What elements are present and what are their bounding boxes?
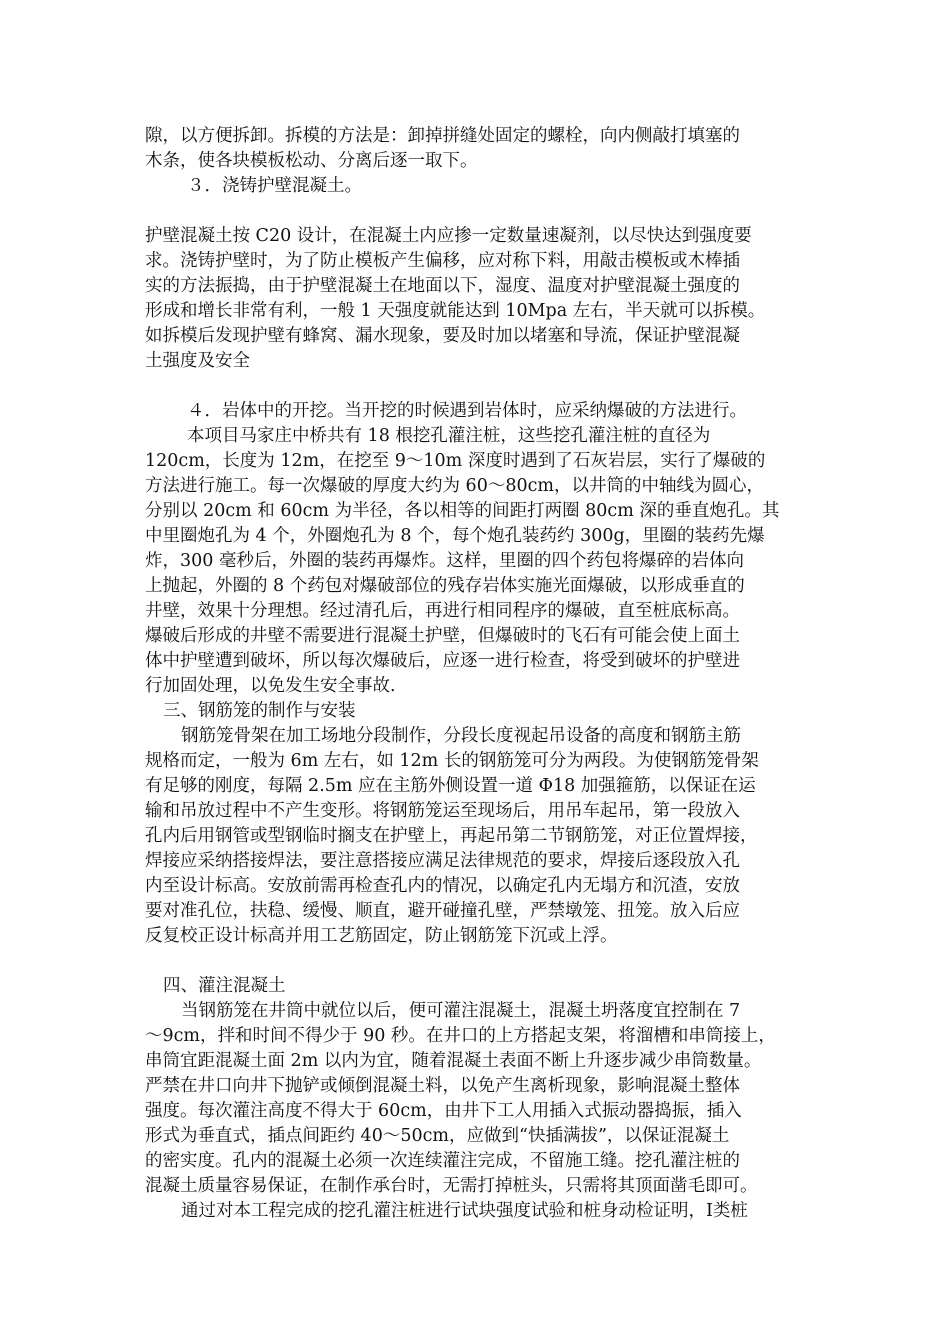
text-line: 炸，300 毫秒后，外圈的装药再爆炸。这样，里圈的四个药包将爆碎的岩体向 [145,551,744,571]
text-line: 内至设计标高。安放前需再检查孔内的情况，以确定孔内无塌方和沉渣，安放 [145,876,740,896]
text-line: ３．浇铸护壁混凝土。 [187,176,362,196]
text-line: 井壁，效果十分理想。经过清孔后，再进行相同程序的爆破，直至桩底标高。 [145,601,740,621]
text-line: ４．岩体中的开挖。当开挖的时候遇到岩体时，应采纳爆破的方法进行。 [187,401,747,421]
document-body [145,124,825,1224]
blank-line [145,374,825,399]
text-line: 土强度及安全 [145,351,250,371]
text-line: 分别以 20cm 和 60cm 为半径，各以相等的间距打两圈 80cm 深的垂直炮孔。其 [145,501,780,521]
text-line: 规格而定，一般为 6m 左右，如 12m 长的钢筋笼可分为两段。为使钢筋笼骨架 [145,751,759,771]
text-line: 通过对本工程完成的挖孔灌注桩进行试块强度试验和桩身动检证明，Ⅰ类桩 [181,1201,748,1221]
text-line: 三、钢筋笼的制作与安装 [163,701,356,721]
text-line: 要对准孔位，扶稳、缓慢、顺直，避开碰撞孔壁，严禁墩笼、扭笼。放入后应 [145,901,740,921]
text-line: 焊接应采纳搭接焊法，要注意搭接应满足法律规范的要求，焊接后逐段放入孔 [145,851,740,871]
text-line: 体中护壁遭到破坏，所以每次爆破后，应逐一进行检查，将受到破坏的护壁进 [145,651,740,671]
text-line: 如拆模后发现护壁有蜂窝、漏水现象，要及时加以堵塞和导流，保证护壁混凝 [145,326,740,346]
text-line: 的密实度。孔内的混凝土必须一次连续灌注完成，不留施工缝。挖孔灌注桩的 [145,1151,740,1171]
text-line: 严禁在井口向井下抛铲或倾倒混凝土料，以免产生离析现象，影响混凝土整体 [145,1076,740,1096]
text-line: 钢筋笼骨架在加工场地分段制作，分段长度视起吊设备的高度和钢筋主筋 [181,726,741,746]
text-line: 上抛起，外圈的 8 个药包对爆破部位的残存岩体实施光面爆破，以形成垂直的 [145,576,745,596]
blank-line [145,199,825,224]
text-line: 孔内后用钢管或型钢临时搁支在护壁上，再起吊第二节钢筋笼，对正位置焊接， [145,826,758,846]
text-line: 有足够的刚度，每隔 2.5m 应在主筋外侧设置一道 Φ18 加强箍筋，以保证在运 [145,776,756,796]
text-line: 混凝土质量容易保证，在制作承台时，无需打掉桩头，只需将其顶面凿毛即可。 [145,1176,758,1196]
text-line: 形式为垂直式，插点间距约 40～50cm，应做到“快插满拔”，以保证混凝土 [145,1126,730,1146]
text-line: 输和吊放过程中不产生变形。将钢筋笼运至现场后，用吊车起吊，第一段放入 [145,801,740,821]
text-line: 行加固处理，以免发生安全事故. [145,676,396,696]
text-line: 木条，使各块模板松动、分离后逐一取下。 [145,151,478,171]
text-line: 四、灌注混凝土 [163,976,286,996]
text-line: 反复校正设计标高并用工艺筋固定，防止钢筋笼下沉或上浮。 [145,926,618,946]
text-line: 120cm，长度为 12m，在挖至 9～10m 深度时遇到了石灰岩层，实行了爆破的 [145,451,766,471]
text-line: 护壁混凝土按 C20 设计，在混凝土内应掺一定数量速凝剂，以尽快达到强度要 [145,226,752,246]
text-line: 形成和增长非常有利，一般 1 天强度就能达到 10Mpa 左右，半天就可以拆模。 [145,301,766,321]
text-line: 爆破后形成的井壁不需要进行混凝土护壁，但爆破时的飞石有可能会使上面土 [145,626,740,646]
blank-line [145,949,825,974]
text-line: 方法进行施工。每一次爆破的厚度大约为 60～80cm，以井筒的中轴线为圆心， [145,476,764,496]
text-line: 实的方法振捣，由于护壁混凝土在地面以下，湿度、温度对护壁混凝土强度的 [145,276,740,296]
text-line: ～9cm，拌和时间不得少于 90 秒。在井口的上方搭起支架，将溜槽和串筒接上， [145,1026,776,1046]
text-line: 中里圈炮孔为 4 个，外圈炮孔为 8 个，每个炮孔装药约 300g，里圈的装药先爆 [145,526,765,546]
text-line: 当钢筋笼在井筒中就位以后，便可灌注混凝土，混凝土坍落度宜控制在 7 [181,1001,741,1021]
text-line: 求。浇铸护壁时，为了防止模板产生偏移，应对称下料，用敲击模板或木棒插 [145,251,740,271]
text-line: 串筒宜距混凝土面 2m 以内为宜，随着混凝土表面不断上升逐步减少串筒数量。 [145,1051,762,1071]
text-line: 强度。每次灌注高度不得大于 60cm，由井下工人用插入式振动器捣振，插入 [145,1101,742,1121]
text-line: 本项目马家庄中桥共有 18 根挖孔灌注桩，这些挖孔灌注桩的直径为 [187,426,711,446]
text-line: 隙，以方便拆卸。拆模的方法是：卸掉拼缝处固定的螺栓，向内侧敲打填塞的 [145,126,740,146]
